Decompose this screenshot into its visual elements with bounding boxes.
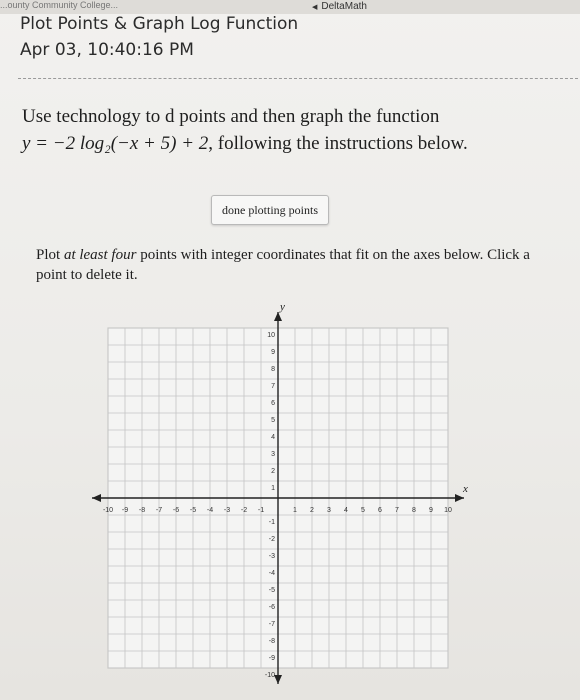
y-tick-label: 6 [271, 400, 275, 407]
school-breadcrumb: ...ounty Community College... [0, 0, 119, 10]
done-plotting-button[interactable]: done plotting points [211, 195, 329, 225]
x-tick-label: -9 [121, 507, 129, 514]
y-tick-label: -6 [268, 604, 275, 611]
y-tick-label: 7 [271, 383, 275, 390]
problem-function: y = −2 log₂(−x + 5) + 2 [22, 133, 209, 154]
y-tick-label: 8 [271, 366, 275, 373]
y-tick-label: -5 [268, 587, 275, 594]
x-tick-label: 4 [344, 507, 348, 514]
x-tick-label: 9 [429, 507, 433, 514]
x-axis-label: x [463, 483, 468, 495]
y-tick-label: 4 [271, 434, 275, 441]
x-tick-label: -6 [172, 507, 180, 514]
y-tick-label: 5 [271, 417, 275, 424]
y-tick-label: -8 [268, 638, 275, 645]
x-tick-label: -1 [257, 507, 265, 514]
y-tick-label: -4 [268, 570, 275, 577]
problem-text-2: , following the instructions below. [208, 133, 468, 154]
y-axis-down-arrow-icon [274, 675, 282, 684]
x-tick-label: -2 [240, 507, 248, 514]
x-tick-label: -10 [102, 507, 114, 514]
caret-icon: ◀ [312, 4, 318, 11]
x-tick-label: 1 [293, 507, 297, 514]
x-tick-label: 5 [361, 507, 365, 514]
y-tick-label: 2 [271, 468, 275, 475]
x-tick-label: -3 [223, 507, 231, 514]
y-axis-up-arrow-icon [274, 312, 282, 321]
y-tick-label: 10 [267, 332, 275, 339]
y-tick-label: -2 [268, 536, 275, 543]
instr-part1: Plot [36, 247, 64, 263]
x-tick-label: -4 [206, 507, 214, 514]
y-tick-label: 1 [271, 485, 275, 492]
assignment-datetime: Apr 03, 10:40:16 PM [20, 40, 194, 60]
y-tick-label: -7 [268, 621, 275, 628]
y-axis-label: y [280, 301, 285, 313]
y-tick-label: -3 [268, 553, 275, 560]
y-tick-label: -10 [264, 672, 275, 679]
problem-text-1a: Use technology to [22, 106, 166, 127]
x-tick-label: -7 [155, 507, 163, 514]
x-axis-right-arrow-icon [455, 494, 464, 502]
x-tick-label: -8 [138, 507, 146, 514]
x-tick-label: 6 [378, 507, 382, 514]
problem-text-1b: d points and then graph the function [165, 106, 440, 127]
x-tick-label: -5 [189, 507, 197, 514]
instr-emphasis: at least four [63, 247, 137, 263]
assignment-title: Plot Points & Graph Log Function [20, 14, 299, 34]
y-tick-label: -1 [268, 519, 275, 526]
instr-part2: points with integer coordinates that fit on the axes below. Click a point to delete it. [36, 247, 530, 283]
y-tick-label: 9 [271, 349, 275, 356]
brand-label: DeltaMath [321, 1, 367, 12]
y-tick-label: -9 [268, 655, 275, 662]
x-tick-label: 7 [395, 507, 399, 514]
x-tick-label: 10 [444, 507, 452, 514]
x-tick-label: 3 [327, 507, 331, 514]
x-axis-left-arrow-icon [92, 494, 101, 502]
y-tick-label: 3 [271, 451, 275, 458]
x-tick-label: 2 [310, 507, 314, 514]
x-tick-label: 8 [412, 507, 416, 514]
